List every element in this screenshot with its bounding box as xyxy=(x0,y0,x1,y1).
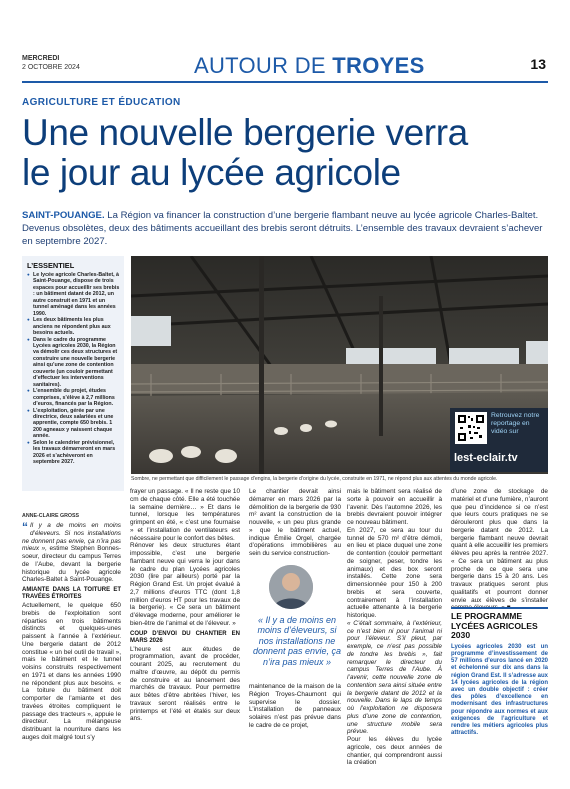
photo-caption: Sombre, ne permettant que difficilement le passage d’engins, la bergerie d’origine du lycée, construite en 1971, ne répond plus aux attentes du monde agricole. xyxy=(131,476,498,482)
article-rubric: AGRICULTURE ET ÉDUCATION xyxy=(22,97,181,108)
body-paragraph: maintenance de la maison de la Région Troyes-Chaumont qui supervise le dossier. L’installation de panneaux solaires n’est pas prévue dans le cadre de ce projet, xyxy=(249,683,341,729)
essentiel-item: ● L’exploitation, gérée par une directrice, deux salariées et une apprentie, compte 650 brebis. 1 200 agneaux y naissent chaque année. xyxy=(27,408,120,440)
article-column-4 xyxy=(347,488,442,767)
essentiel-list xyxy=(27,272,120,466)
subheading: AMIANTE DANS LA TOITURE ET TRAVÉES ÉTROITES xyxy=(22,587,121,600)
body-paragraph: mais le bâtiment sera réalisé de sorte à pouvoir en accueillir à l’avenir. Dès l’automne 2026, les brebis devraient pouvoir intégrer ce nouveau bâtiment. xyxy=(347,488,442,526)
section-title xyxy=(194,54,425,78)
issue-date xyxy=(22,54,80,72)
essentiel-title: L’ESSENTIEL xyxy=(27,261,75,270)
article-column-3 xyxy=(249,488,341,558)
video-promo[interactable] xyxy=(450,408,548,472)
subheading: COUP D’ENVOI DU CHANTIER EN MARS 2026 xyxy=(130,630,240,644)
article-lede xyxy=(22,209,548,249)
body-paragraph: frayer un passage. « Il ne reste que 10 cm de chaque côté. Elle a été touchée la semaine dernière… » Et dans le tunnel, lorsque les températures grimpent en été, « c’est une fournaise » et l’installation de ventilateurs est nécessaire pour le confort des bêtes. xyxy=(130,488,240,542)
issue-day: MERCREDI xyxy=(22,55,60,62)
article-headline xyxy=(22,113,548,193)
header-divider xyxy=(22,81,548,83)
body-paragraph: Le chantier devrait ainsi démarrer en mars 2026 par la démolition de la bergerie de 930 m² avant la construction de la nouvelle, « un peu plus grande » que le bâtiment actuel, indique Émilie Orgel, chargée d’opérations immobilières au sein du service construction- xyxy=(249,488,341,557)
speaker-portrait xyxy=(269,565,313,609)
program-info-box xyxy=(451,607,548,737)
page-header xyxy=(22,50,548,84)
body-paragraph: Actuellement, le quelque 650 brebis de l’exploitation sont réparties en trois bâtiments distincts et quelques-unes paissent à l’année à l’extérieur. Une bergerie datant de 2012 constitue « un bel outil de travail », mais le bâtiment et le tunnel voisins construits respectivement en 1971 et dans les années 1990 ne répondent plus aux besoins. « La toiture du bâtiment doit comporter de l’amiante et des travées étroites compliquent le passage des tracteurs », appuie le directeur. La mélangeuse distribuant la nourriture dans les auges doit malgré tout s’y xyxy=(22,602,121,741)
essentiel-item: ● Les deux bâtiments les plus anciens ne répondent plus aux besoins actuels. xyxy=(27,317,120,336)
program-title: LE PROGRAMME LYCÉES AGRICOLES 2030 xyxy=(451,607,548,641)
section-title-light: AUTOUR DE xyxy=(194,53,326,78)
body-paragraph: L’heure est aux études de programmation, avant de procéder, courant 2025, au recrutement du maître d’œuvre, au dépôt du permis de construire et au lancement des marchés de travaux. Pour permettre aux bêtes d’être abritées l’hiver, les travaux seront réalisés entre le printemps et l’été et étalés sur deux ans. xyxy=(130,645,240,723)
qr-code-icon[interactable] xyxy=(455,412,487,444)
pull-quote: « Il y a de moins en moins d’éleveurs, si nos installations ne donnent pas envie, ça n’ira pas mieux » xyxy=(252,615,342,667)
essentiel-item: ● Dans le cadre du programme Lycées agricoles 2030, la Région va démolir ces deux structures et construire une nouvelle bergerie ainsi qu’une zone de contention couverte (un couloir permettant d’effectuer les interventions sanitaires). xyxy=(27,337,120,389)
intro-text: estime Stephen Bonnes-soeur, directeur du campus Terres de l’Aube, devant la bergerie historique du lycée agricole Charles-Baltet à Saint-Pouange. xyxy=(22,545,121,584)
body-paragraph: d’une zone de stockage de matériel et d’une fumière, n’auront que peu d’incidence si ce n’est que leurs cours pratiques ne se dérouleront plus que dans la bergerie datant de 2012. La bergerie flambant neuve devrait quant à elle accueillir les premiers élèves peu après la rentrée 2027. « Ce sera un bâtiment au plus proche de ce que sera une bergerie dans 15 à 20 ans. Les travaux pratiques seront plus qualitatifs et pourront donner envie aux élèves de s’installer comme éleveurs. » ■ xyxy=(451,488,548,612)
body-paragraph: Pour les élèves du lycée agricole, ces deux années de chantier, qui comprendront aussi la création xyxy=(347,736,442,767)
section-title-bold: TROYES xyxy=(332,53,425,78)
essentiel-item: ● L’ensemble du projet, études comprises, s’élève à 2,7 millions d’euros, financés par la Région. xyxy=(27,388,120,407)
essentiel-item: ● Selon le calendrier prévisionnel, les travaux démarreront en mars 2026 et s’achèveront en septembre 2027. xyxy=(27,440,120,466)
body-paragraph xyxy=(22,522,121,584)
lede-place: SAINT-POUANGE. xyxy=(22,210,105,221)
essentiel-item: ● Le lycée agricole Charles-Baltet, à Saint-Pouange, dispose de trois espaces pour accueillir ses brebis : un bâtiment datant de 2012, un autre construit en 1971 et un tunnel aménagé dans les années 1990. xyxy=(27,272,120,317)
video-promo-text: Retrouvez notre reportage en vidéo sur xyxy=(491,412,540,435)
person-icon xyxy=(269,565,313,609)
page-number: 13 xyxy=(530,56,546,72)
pull-quote-box xyxy=(249,565,345,675)
article-byline: ANNE-CLAIRE GROSS xyxy=(22,513,80,519)
video-promo-brand[interactable]: lest-eclair.tv xyxy=(454,452,518,464)
body-paragraph: En 2027, ce sera au tour du tunnel de 570 m² d’être démoli, en lieu et place duquel une zone de contention (couloir permettant de soigner, peser, tondre les animaux) et des box seront installés. Cette zone sera dimensionnée pour 150 à 200 brebis et sera couverte, contrairement à l’installation actuelle attenante à la bergerie historique. xyxy=(347,526,442,619)
article-column-2 xyxy=(130,488,240,723)
program-text: Lycées agricoles 2030 est un programme d’investissement de 57 millions d’euros lancé en 2020 et échelonné sur dix ans dans la région Grand Est. Il s’adresse aux 14 lycées agricoles de la région avec un double objectif : créer des pôles d’excellence en modernisant des infrastructures pour répondre aux normes et aux exigences de l’agriculture et rendre les métiers agricoles plus attractifs. xyxy=(451,643,548,737)
headline-line-2: le jour au lycée agricole xyxy=(22,152,401,193)
headline-line-1: Une nouvelle bergerie verra xyxy=(22,112,468,153)
article-column-1 xyxy=(22,522,121,742)
issue-full-date: 2 OCTOBRE 2024 xyxy=(22,64,80,71)
article-column-5 xyxy=(451,488,548,612)
opening-quote-mark: “ xyxy=(22,520,28,534)
essentiel-box xyxy=(22,256,124,491)
intro-quote: Il y a de moins en moins d’éleveurs. Si nos installations ne donnent pas envie, ça n’ira pas mieux », xyxy=(22,522,121,553)
body-paragraph: Rénover les deux structures étant impossible, c’est une bergerie flambant neuve qui verra le jour dans le cadre du plan Lycées agricoles 2030 (lire par ailleurs) porté par la Région Grand Est. Un projet évalué à 2,7 millions d’euros TTC (dont 1,8 million d’euros HT pour les travaux de la bergerie). « Ce sera un bâtiment d’élevage moderne, pour améliorer le bien-être de l’animal et de l’éleveur. » xyxy=(130,542,240,627)
article-column-3-continued xyxy=(249,683,341,730)
body-paragraph: « C’était sommaire, à l’extérieur, ce n’est bien ni pour l’animal ni pour l’éleveur. S’il pleut, par exemple, ce n’est pas possible de tondre les brebis », fait remarquer le directeur du campus Terres de l’Aube. À l’avenir, cette nouvelle zone de contention sera ainsi située entre la bergerie datant de 2012 et la nouvelle. Dans le laps de temps où l’exploitation ne disposera plus d’une zone de contention, une structure mobile sera prévue. xyxy=(347,619,442,736)
lede-text: La Région va financer la construction d’une bergerie flambant neuve au lycée agricole Charles-Baltet. Devenus obsolètes, deux des bâtiments accueillant des brebis seront détruits. L’ensemble des travaux devraient s’achever en septembre 2027. xyxy=(22,210,543,248)
